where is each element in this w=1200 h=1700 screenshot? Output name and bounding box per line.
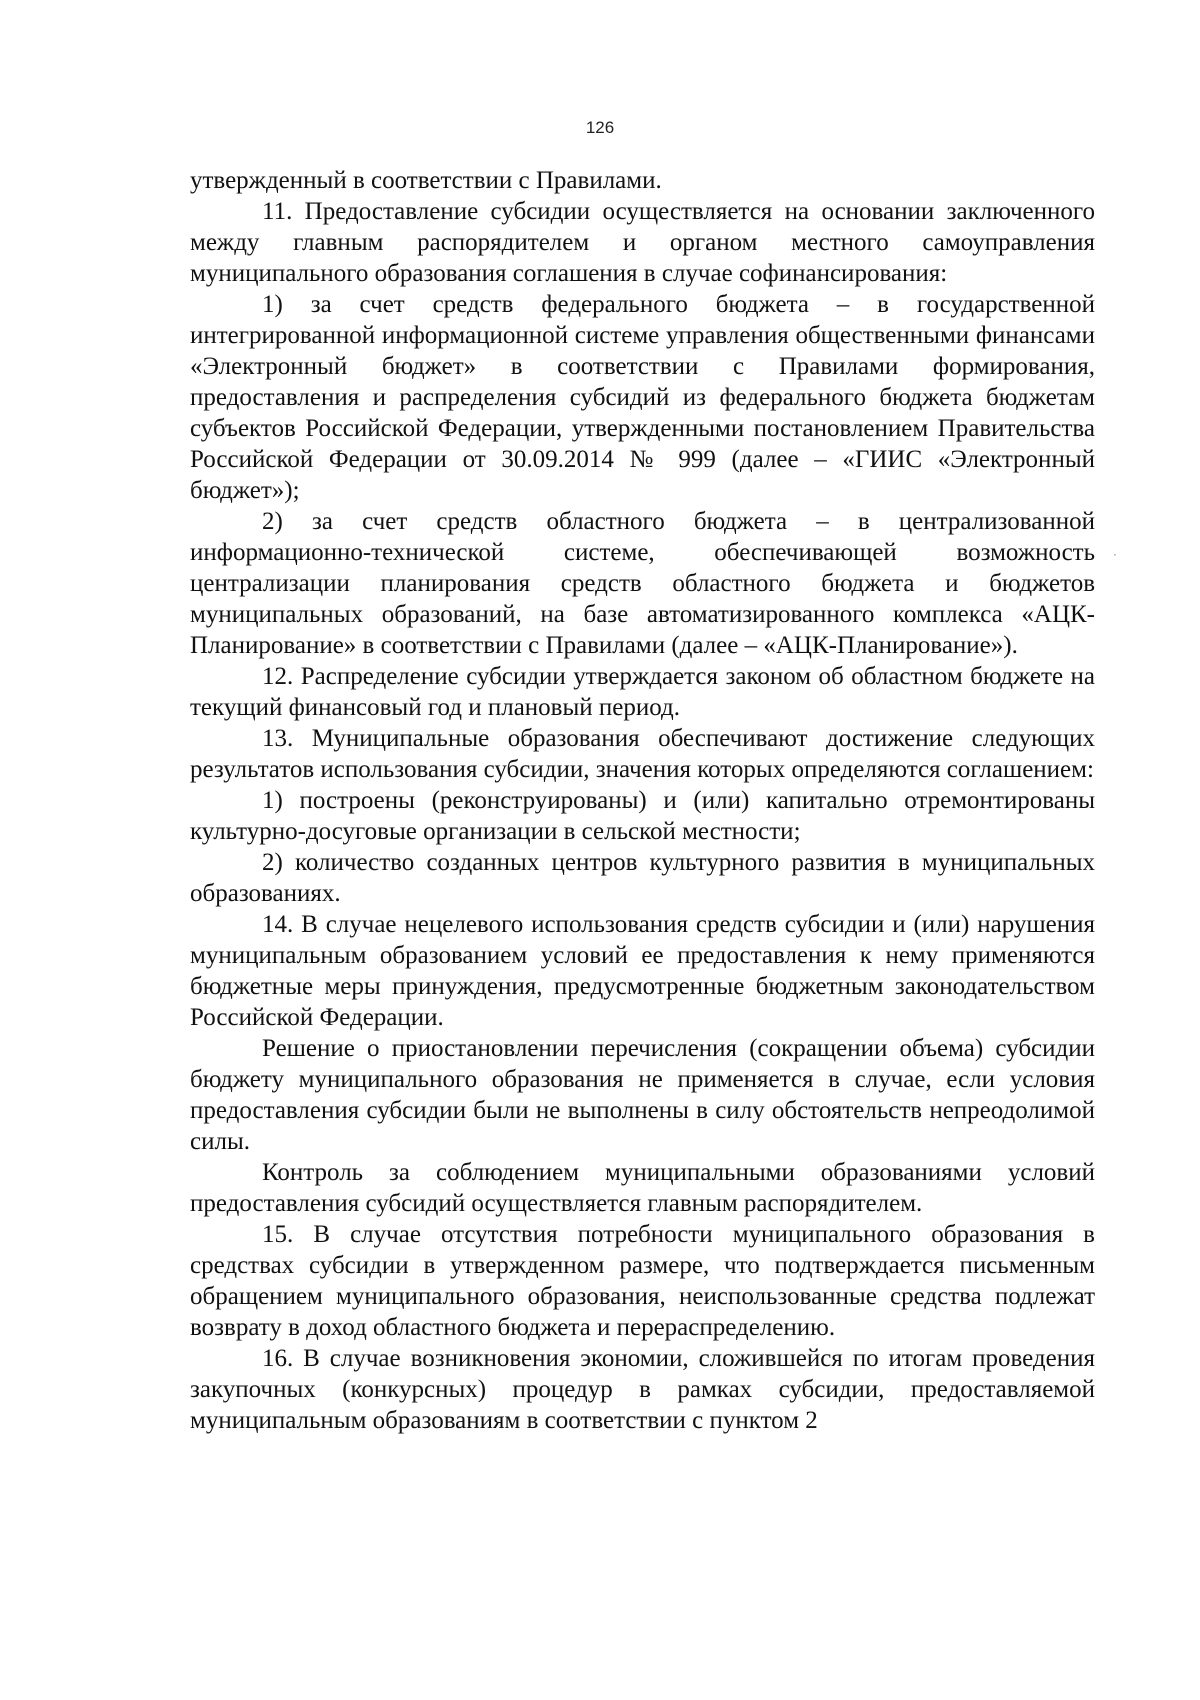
paragraph-clause-13: 13. Муниципальные образования обеспечивают достижение следующих результатов использования субсидии, значения которых определяются соглашением: <box>190 725 1095 783</box>
paragraph-clause-14-control: Контроль за соблюдением муниципальными образованиями условий предоставления субсидий осуществляется главным распорядителем. <box>190 1159 1095 1217</box>
paragraph-clause-15: 15. В случае отсутствия потребности муниципального образования в средствах субсидии в утвержденном размере, что подтверждается письменным обращением муниципального образования, неиспользованные средства подлежат возврату в доход областного бюджета и перераспределению. <box>190 1221 1095 1341</box>
paragraph-continuation: утвержденный в соответствии с Правилами. <box>190 167 662 194</box>
paragraph-clause-14-suspension: Решение о приостановлении перечисления (сокращении объема) субсидии бюджету муниципального образования не применяется в случае, если условия предоставления субсидии были не выполнены в силу обстоятельств непреодолимой силы. <box>190 1035 1095 1155</box>
paragraph-clause-11-item-2: 2) за счет средств областного бюджета – в централизованной информационно-технической системе, обеспечивающей возможность централизации планирования средств областного бюджета и бюджетов муниципальных образований, на базе автоматизированного комплекса «АЦК-Планирование» в соответствии с Правилами (далее – «АЦК-Планирование»). <box>190 508 1095 659</box>
document-body <box>190 165 1095 1436</box>
paragraph-clause-16: 16. В случае возникновения экономии, сложившейся по итогам проведения закупочных (конкурсных) процедур в рамках субсидии, предоставляемой муниципальным образованиям в соответствии с пунктом 2 <box>190 1345 1095 1434</box>
margin-mark: · <box>1113 548 1117 562</box>
paragraph-clause-13-item-2: 2) количество созданных центров культурного развития в муниципальных образованиях. <box>190 849 1095 907</box>
paragraph-clause-13-item-1: 1) построены (реконструированы) и (или) капитально отремонтированы культурно-досуговые организации в сельской местности; <box>190 787 1095 845</box>
paragraph-clause-11: 11. Предоставление субсидии осуществляется на основании заключенного между главным распорядителем и органом местного самоуправления муниципального образования соглашения в случае софинансирования: <box>190 198 1095 287</box>
paragraph-clause-12: 12. Распределение субсидии утверждается законом об областном бюджете на текущий финансовый год и плановый период. <box>190 663 1095 721</box>
paragraph-clause-11-item-1: 1) за счет средств федерального бюджета – в государственной интегрированной информационной системе управления общественными финансами «Электронный бюджет» в соответствии с Правилами формирования, предоставления и распределения субсидий из федерального бюджета бюджетам субъектов Российской Федерации, утвержденными постановлением Правительства Российской Федерации от 30.09.2014 № 999 (далее – «ГИИС «Электронный бюджет»); <box>190 291 1095 504</box>
page-number: 126 <box>585 118 615 137</box>
paragraph-clause-14: 14. В случае нецелевого использования средств субсидии и (или) нарушения муниципальным образованием условий ее предоставления к нему применяются бюджетные меры принуждения, предусмотренные бюджетным законодательством Российской Федерации. <box>190 911 1095 1031</box>
